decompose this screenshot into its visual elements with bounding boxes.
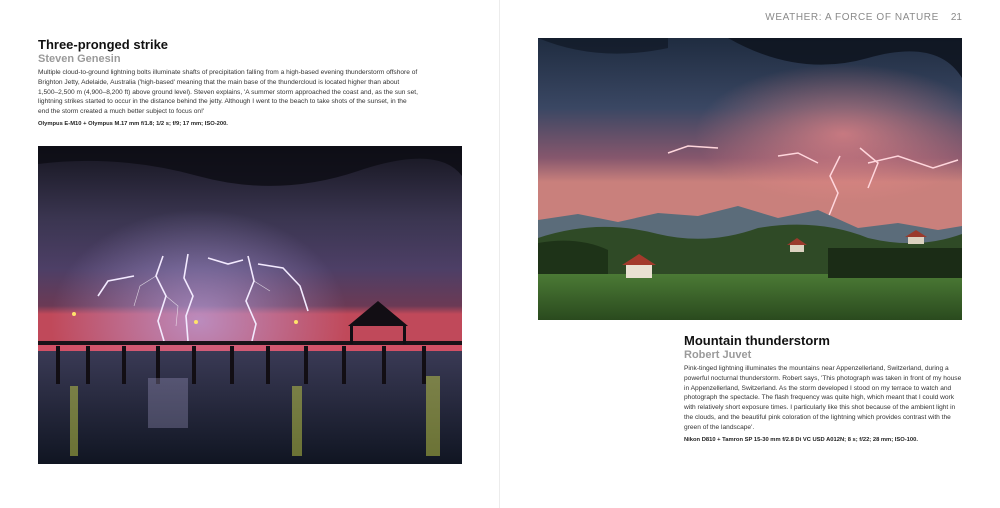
running-head xyxy=(765,12,962,23)
right-page xyxy=(500,0,1000,508)
photo-caption: Pink-tinged lightning illuminates the mountains near Appenzellerland, Switzerland, during a powerful nocturnal thunderstorm. Robert says, 'This photograph was taken in front of my house in Appenzellerland, Switzerland. As the storm developed I stood on my terrace to watch and photograph the spectacle. The flash frequency was quite high, which meant that I could work with relatively short exposure times. I particularly like this shot because of the ambient light in the clouds, and the beautiful pink coloration of the lightning which provides contrast with the green of the landscape'. xyxy=(684,365,962,431)
section-title: WEATHER: A FORCE OF NATURE xyxy=(765,12,939,23)
page-number: 21 xyxy=(950,12,962,23)
photo-caption: Multiple cloud-to-ground lightning bolts illuminate shafts of precipitation falling from a high-based evening thunderstorm offshore of Brighton Jetty, Adelaide, Australia ('high-based' meaning that the main base of the thundercloud is located higher than about 1,500–2,500 m (4,900–8,200 ft) above ground level). Steven explains, 'A summer storm approached the coast and, as the sun set, lightning strikes started to occur in the distance behind the jetty. Although I went to the beach to take shots of the sunset, in the end the storm created a much better subject to focus on!' xyxy=(38,69,418,116)
mountain-thunderstorm-photo xyxy=(538,38,962,320)
photographer-name: Robert Juvet xyxy=(684,349,752,361)
photographer-name: Steven Genesin xyxy=(38,53,121,65)
jetty-lightning-photo xyxy=(38,146,462,464)
mountain-lightning-image xyxy=(538,38,962,320)
jetty-lightning-image xyxy=(38,146,462,464)
camera-specs: Olympus E-M10 + Olympus M.17 mm f/1.8; 1/2 s; f/9; 17 mm; ISO-200. xyxy=(38,121,228,127)
photo-title: Mountain thunderstorm xyxy=(684,333,830,348)
photo-title: Three-pronged strike xyxy=(38,37,169,52)
camera-specs: Nikon D810 + Tamron SP 15-30 mm f/2.8 Di VC USD A012N; 8 s; f/22; 28 mm; ISO-100. xyxy=(684,437,918,443)
